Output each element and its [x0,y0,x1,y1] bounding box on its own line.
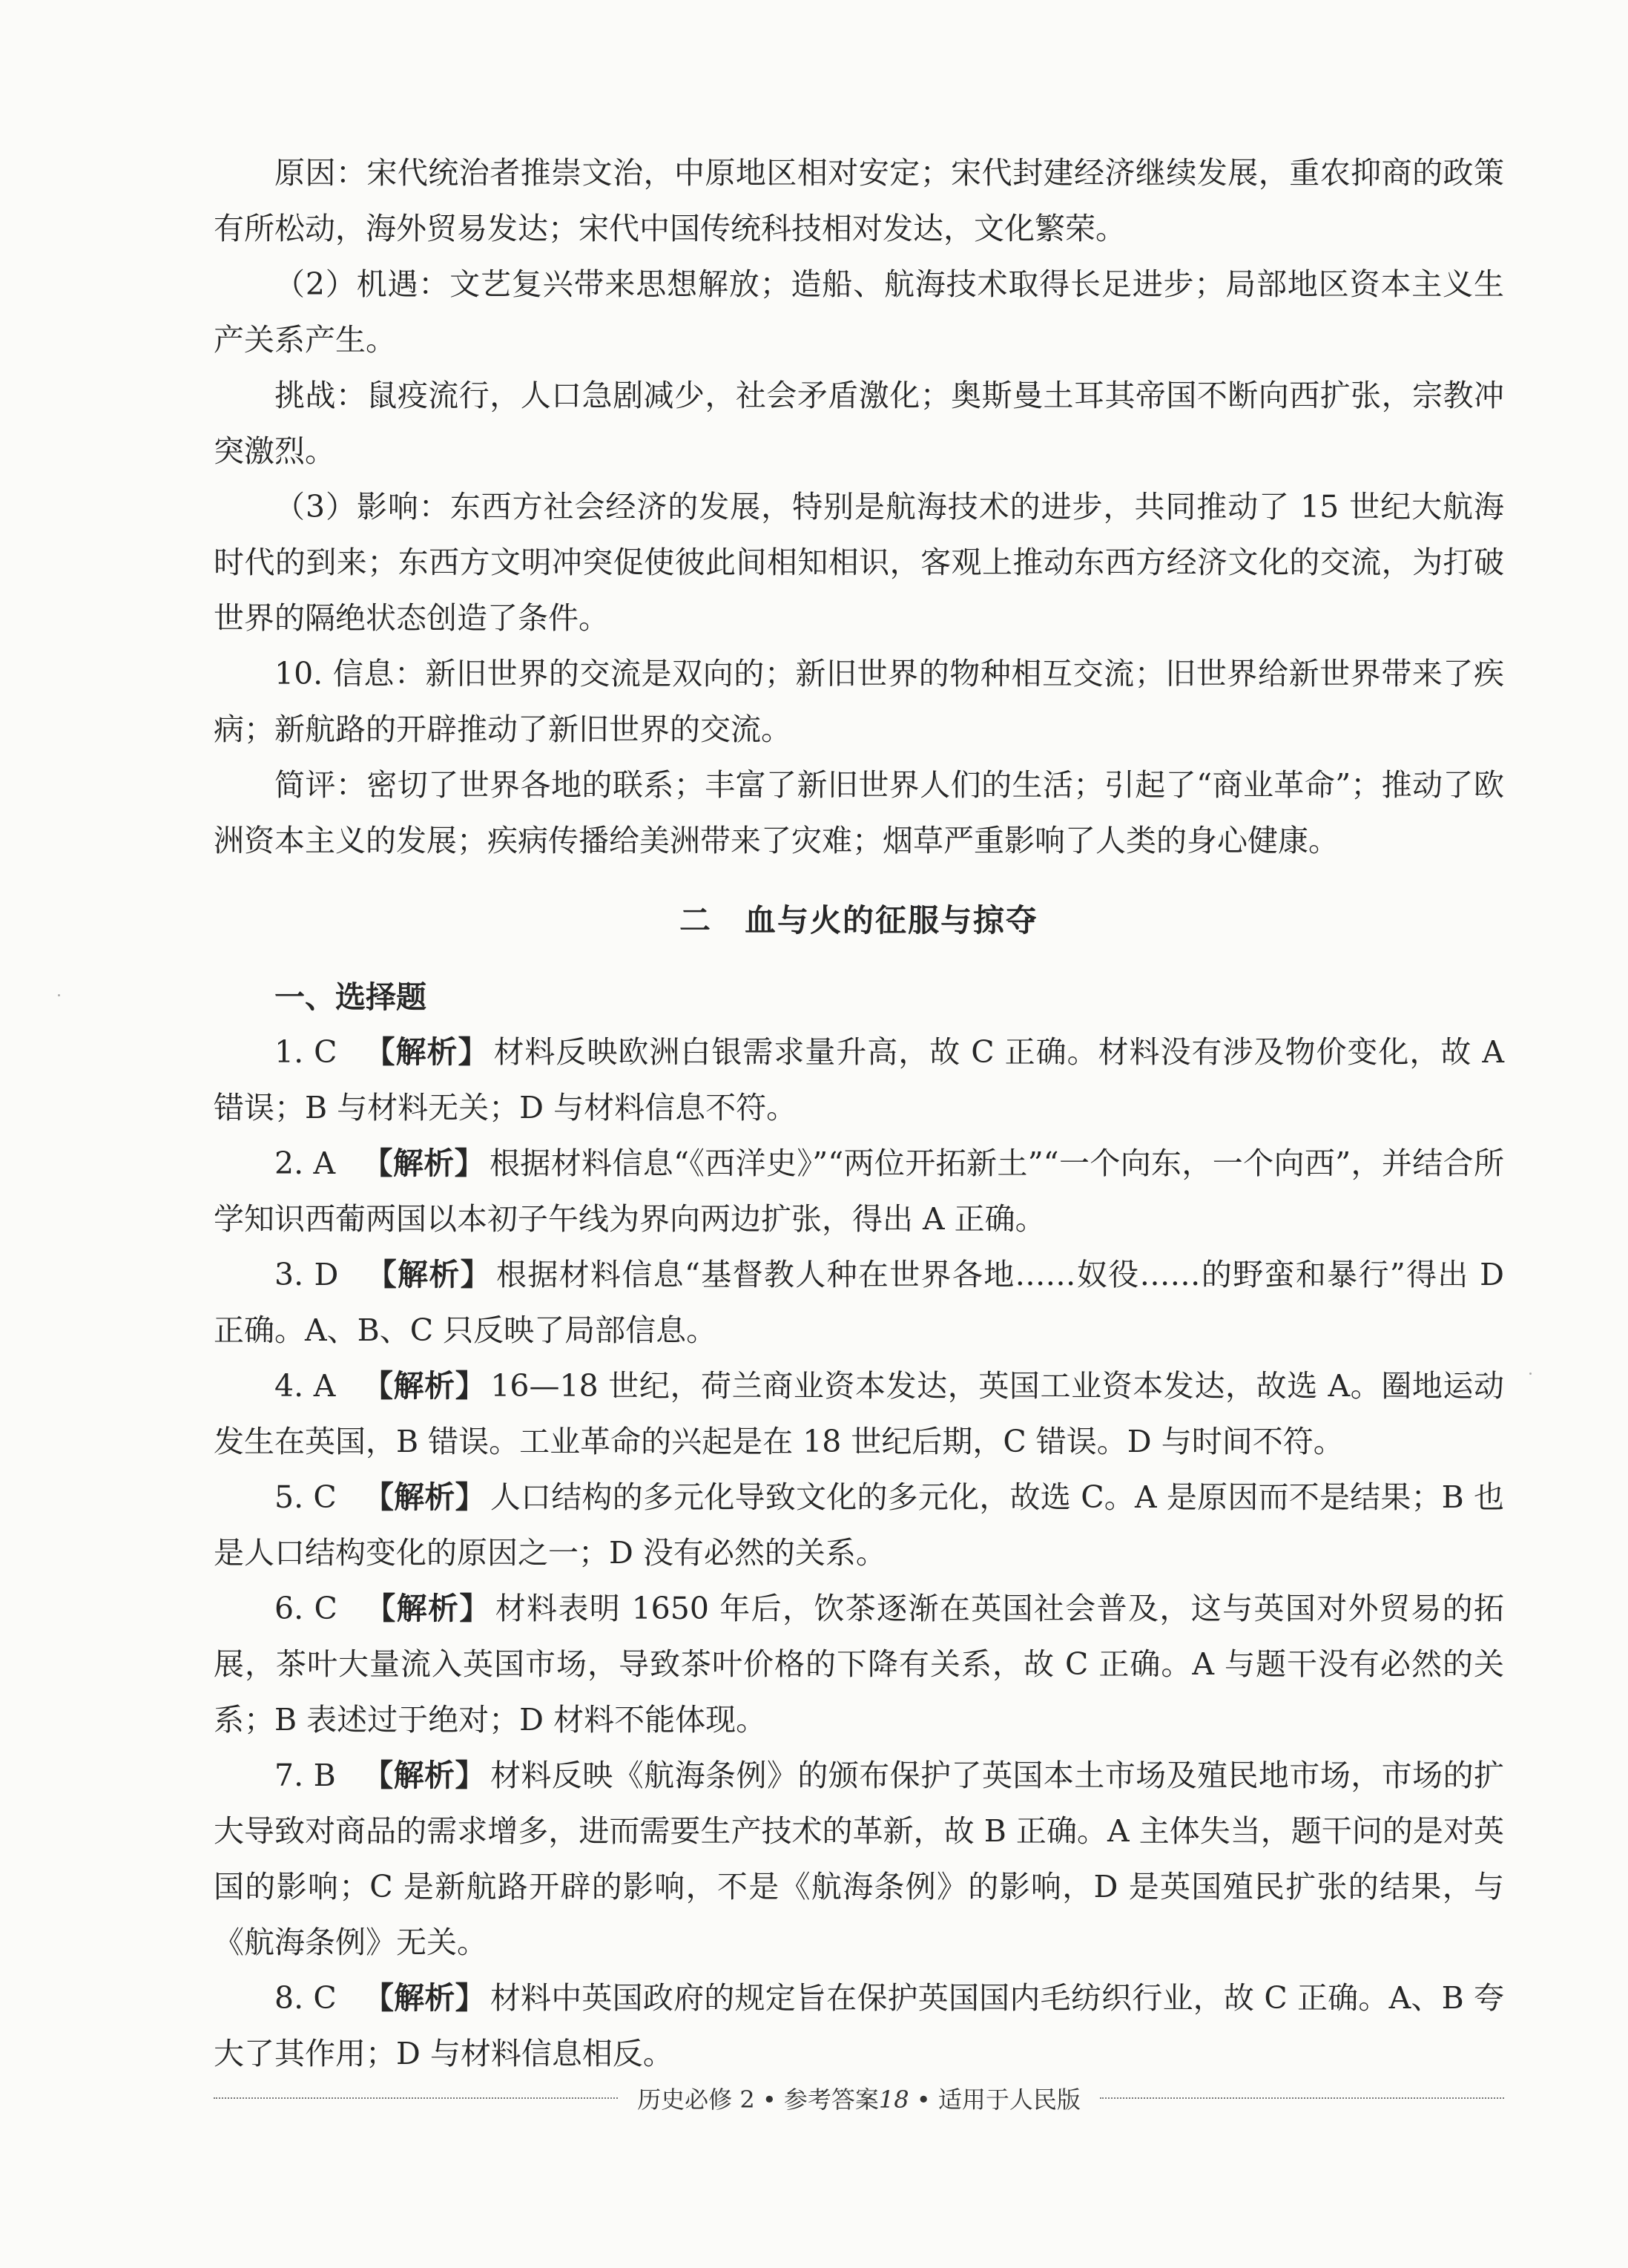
analysis-tag: 【解析】 [363,1034,490,1070]
choice-answer [214,1748,1504,1970]
answer-number: 3. D [274,1257,339,1292]
choice-answer [214,1136,1504,1247]
footer-prefix: 历史必修 2 • 参考答案 [637,2085,879,2114]
answer-text: 人口结构的多元化导致文化的多元化，故选 C。A 是原因而不是结果；B 也是人口结构变化的原因之一；D 没有必然的关系。 [214,1479,1504,1571]
answer-paragraph: （2）机遇：文艺复兴带来思想解放；造船、航海技术取得长足进步；局部地区资本主义生产关系产生。 [214,266,1504,358]
footer-divider-right [1100,2097,1504,2099]
scan-speck [1529,1373,1532,1375]
choice-answer [214,1470,1504,1581]
scan-speck [58,994,60,996]
choice-answer [214,1358,1504,1470]
choice-answer [214,1025,1504,1136]
answer-text: 材料表明 1650 年后，饮茶逐渐在英国社会普及，这与英国对外贸易的拓展，茶叶大量流入英国市场，导致茶叶价格的下降有关系，故 C 正确。A 与题干没有必然的关系；B 表述过于绝对；D 材料不能体现。 [214,1591,1505,1738]
answer-paragraph: 挑战：鼠疫流行，人口急剧减少，社会矛盾激化；奥斯曼土耳其帝国不断向西扩张，宗教冲突激烈。 [214,378,1504,469]
analysis-tag: 【解析】 [363,1479,486,1515]
answer-number: 6. C [274,1591,337,1626]
analysis-tag: 【解析】 [362,1758,486,1793]
analysis-tag: 【解析】 [363,1591,491,1626]
answer-number: 1. C [274,1034,337,1070]
analysis-tag: 【解析】 [363,1980,486,2016]
answer-text: 材料反映欧洲白银需求量升高，故 C 正确。材料没有涉及物价变化，故 A 错误；B 与材料无关；D 与材料信息不符。 [214,1034,1504,1125]
analysis-tag: 【解析】 [362,1368,487,1404]
section-title: 二 血与火的征服与掠夺 [679,902,1038,939]
answer-paragraph: 10. 信息：新旧世界的交流是双向的；新旧世界的物种相互交流；旧世界给新世界带来了疾病；新航路的开辟推动了新旧世界的交流。 [214,656,1504,747]
page-content [214,145,1504,2082]
footer-suffix: • 适用于人民版 [909,2085,1081,2114]
answer-paragraph: 原因：宋代统治者推崇文治，中原地区相对安定；宋代封建经济继续发展，重农抑商的政策有所松动，海外贸易发达；宋代中国传统科技相对发达，文化繁荣。 [214,155,1504,246]
choice-answer [214,1970,1504,2082]
answer-number: 4. A [274,1368,336,1404]
answer-text: 材料中英国政府的规定旨在保护英国国内毛纺织行业，故 C 正确。A、B 夸大了其作用；D 与材料信息相反。 [214,1980,1504,2071]
answer-number: 8. C [274,1980,337,2016]
answer-number: 5. C [274,1479,337,1515]
answer-paragraph: 简评：密切了世界各地的联系；丰富了新旧世界人们的生活；引起了“商业革命”；推动了欧洲资本主义的发展；疾病传播给美洲带来了灾难；烟草严重影响了人类的身心健康。 [214,767,1504,858]
analysis-tag: 【解析】 [365,1257,492,1292]
answer-text: 材料反映《航海条例》的颁布保护了英国本土市场及殖民地市场，市场的扩大导致对商品的需求增多，进而需要生产技术的革新，故 B 正确。A 主体失当，题干问的是对英国的影响；C 是新航路开辟的影响，不是《航海条例》的影响，D 是英国殖民扩张的结果，与《航海条例》无关。 [214,1758,1505,1960]
footer-divider-left [214,2097,618,2099]
answer-text: 根据材料信息“基督教人种在世界各地……奴役……的野蛮和暴行”得出 D 正确。A、B、C 只反映了局部信息。 [214,1257,1504,1348]
choice-answer [214,1247,1504,1358]
answer-number: 7. B [274,1758,336,1793]
subsection-title: 一、选择题 [274,979,426,1015]
page-number: 18 [878,2085,909,2114]
choice-answer [214,1581,1504,1748]
answer-number: 2. A [274,1145,336,1181]
footer-text [618,2081,1100,2115]
answer-text: 根据材料信息“《西洋史》”“两位开拓新土”“一个向东，一个向西”，并结合所学知识西葡两国以本初子午线为界向两边扩张，得出 A 正确。 [214,1145,1504,1237]
analysis-tag: 【解析】 [362,1145,485,1181]
answer-text: 16—18 世纪，荷兰商业资本发达，英国工业资本发达，故选 A。圈地运动发生在英国，B 错误。工业革命的兴起是在 18 世纪后期，C 错误。D 与时间不符。 [214,1368,1505,1459]
answer-paragraph: （3）影响：东西方社会经济的发展，特别是航海技术的进步，共同推动了 15 世纪大航海时代的到来；东西方文明冲突促使彼此间相知相识，客观上推动东西方经济文化的交流，为打破世界的隔绝状态创造了条件。 [214,489,1504,636]
page-footer [214,2083,1504,2113]
